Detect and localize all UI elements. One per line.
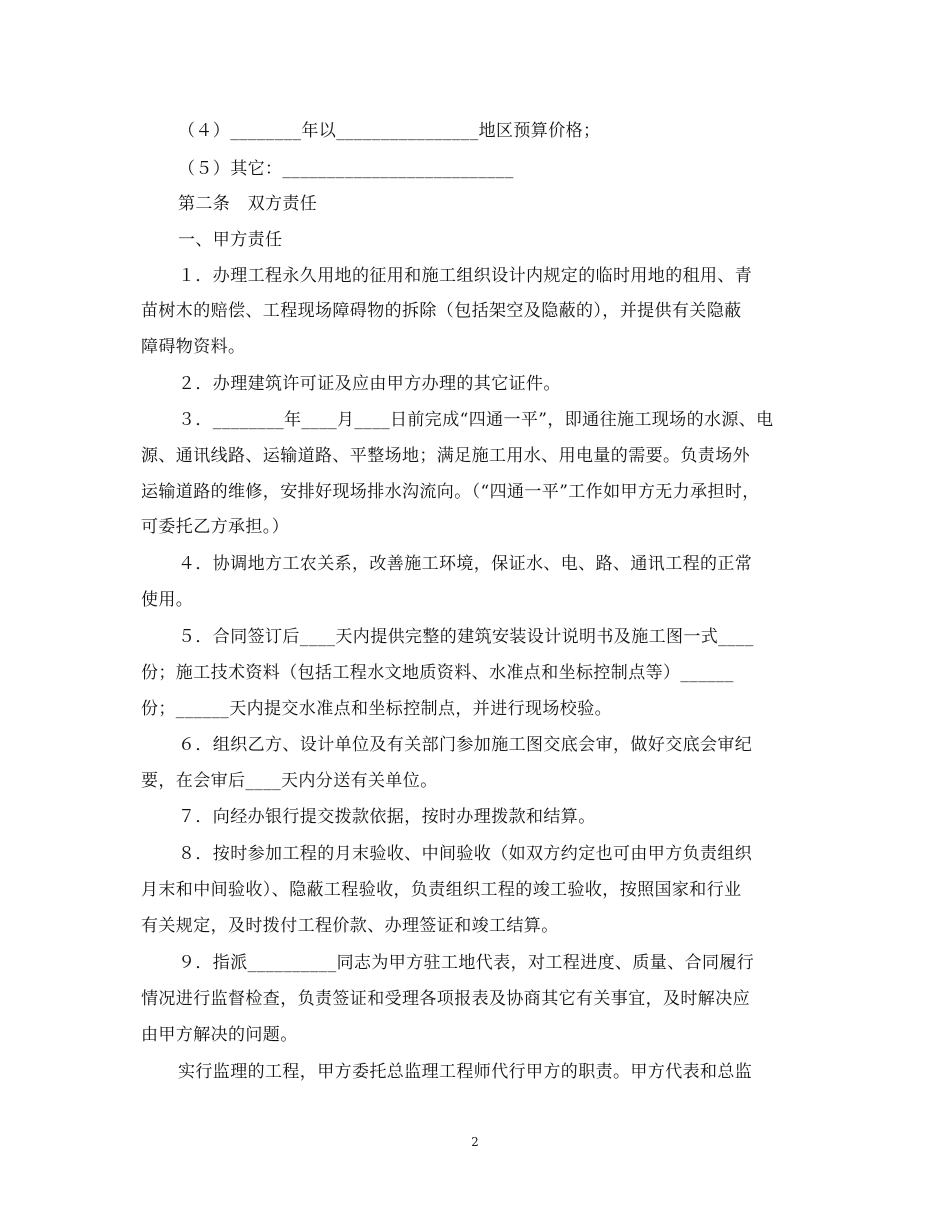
page-number: 2 bbox=[471, 1135, 479, 1149]
text-line: ６．组织乙方、设计单位及有关部门参加施工图交底会审，做好交底会审纪 bbox=[178, 735, 753, 755]
text-line: ２．办理建筑许可证及应由甲方办理的其它证件。 bbox=[178, 374, 561, 394]
text-line: ８．按时参加工程的月末验收、中间验收（如双方约定也可由甲方负责组织 bbox=[178, 844, 753, 864]
text-line: １．办理工程永久用地的征用和施工组织设计内规定的临时用地的租用、青 bbox=[178, 266, 753, 286]
text-line: 份；______天内提交水准点和坐标控制点，并进行现场校验。 bbox=[141, 699, 612, 719]
text-line: 份；施工技术资料（包括工程水文地质资料、水准点和坐标控制点等）______ bbox=[141, 663, 734, 683]
text-line: （５）其它：__________________________ bbox=[178, 159, 514, 179]
text-line: 可委托乙方承担。） bbox=[141, 517, 290, 537]
text-line: （４）________年以________________地区预算价格； bbox=[178, 121, 601, 141]
text-line: 情况进行监督检查，负责签证和受理各项报表及协商其它有关事宜，及时解决应 bbox=[141, 989, 750, 1009]
text-line: 要，在会审后____天内分送有关单位。 bbox=[141, 771, 438, 791]
text-line: 月末和中间验收）、隐蔽工程验收，负责组织工程的竣工验收，按照国家和行业 bbox=[141, 880, 742, 900]
text-line: 实行监理的工程，甲方委托总监理工程师代行甲方的职责。甲方代表和总监 bbox=[178, 1062, 753, 1082]
text-line: 由甲方解决的问题。 bbox=[141, 1025, 298, 1045]
text-line: ７．向经办银行提交拨款依据，按时办理拨款和结算。 bbox=[178, 807, 596, 827]
text-line: 源、通讯线路、运输道路、平整场地；满足施工用水、用电量的需要。负责场外 bbox=[141, 446, 750, 466]
text-line: ４．协调地方工农关系，改善施工环境，保证水、电、路、通讯工程的正常 bbox=[178, 554, 753, 574]
text-line: 有关规定，及时拨付工程价款、办理签证和竣工结算。 bbox=[141, 916, 559, 936]
text-line: 障碍物资料。 bbox=[141, 337, 246, 357]
section-heading: 第二条 双方责任 bbox=[178, 194, 318, 214]
subsection-heading: 一、甲方责任 bbox=[178, 230, 283, 250]
text-line: ３．________年____月____日前完成“四通一平”，即通往施工现场的水源、电 bbox=[178, 410, 774, 430]
text-line: 使用。 bbox=[141, 590, 194, 610]
text-line: ９．指派__________同志为甲方驻工地代表，对工程进度、质量、合同履行 bbox=[178, 953, 755, 973]
text-line: ５．合同签订后____天内提供完整的建筑安装设计说明书及施工图一式____ bbox=[178, 627, 754, 647]
text-line: 苗树木的赔偿、工程现场障碍物的拆除（包括架空及隐蔽的），并提供有关隐蔽 bbox=[141, 301, 742, 321]
text-line: 运输道路的维修，安排好现场排水沟流向。（“四通一平”工作如甲方无力承担时， bbox=[141, 482, 760, 502]
